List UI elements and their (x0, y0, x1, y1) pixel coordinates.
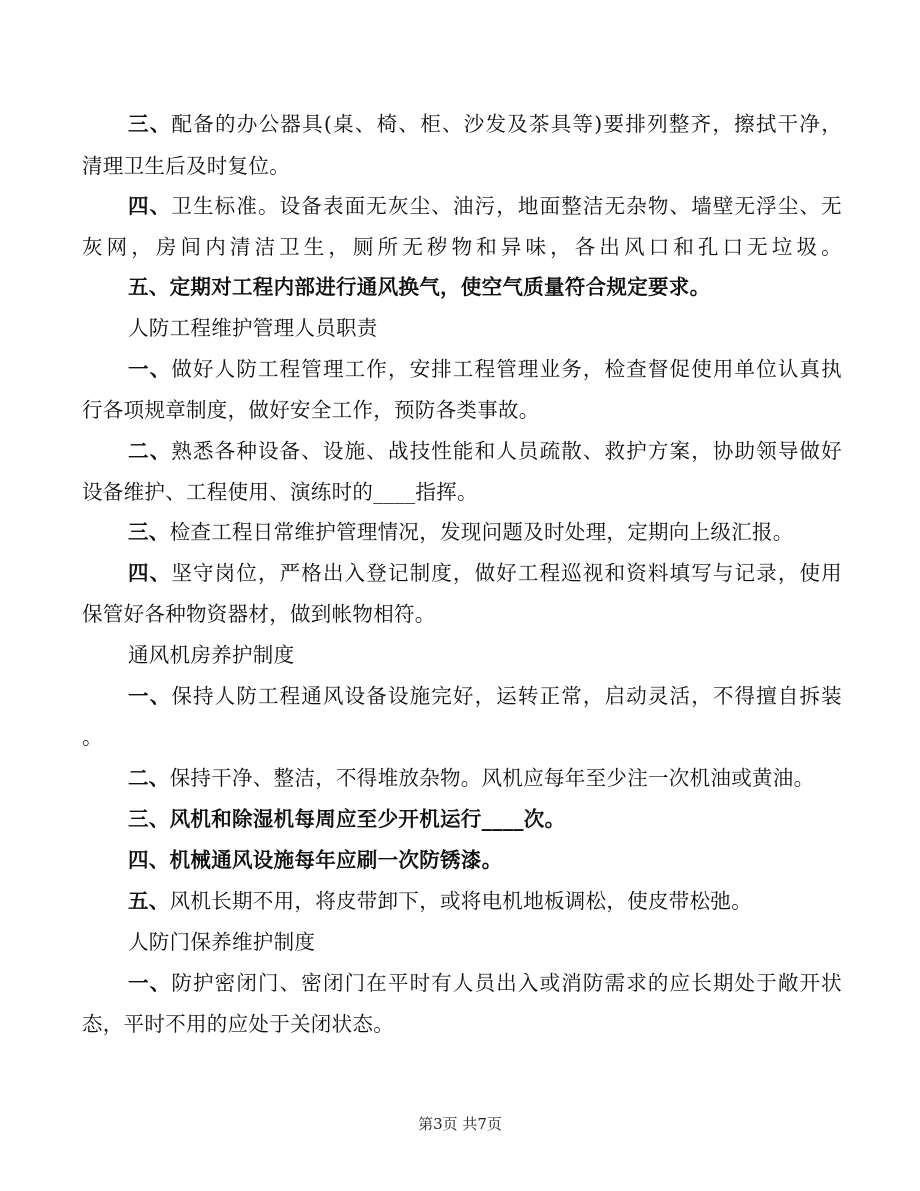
paragraph-text: 坚守岗位，严格出入登记制度，做好工程巡视和资料填写与记录，使用 (171, 561, 842, 585)
item-number: 一、 (128, 684, 172, 708)
paragraph-anti-rust-paint: 四、机械通风设施每年应刷一次防锈漆。 (128, 848, 503, 872)
paragraph-stay-at-post-line2: 保管好各种物资器材，做到帐物相符。 (82, 602, 436, 626)
paragraph-hygiene-standard-line1 (128, 192, 842, 220)
paragraph-door-state-line2: 态，平时不用的应处于关闭状态。 (82, 1012, 394, 1036)
item-number: 二、 (128, 439, 172, 463)
section-heading-fan-room: 通风机房养护制度 (128, 643, 295, 667)
paragraph-keep-equipment-line2: 。 (82, 725, 103, 749)
paragraph-stay-at-post-line1 (128, 559, 842, 587)
paragraph-text: 熟悉各种设备、设施、战技性能和人员疏散、救护方案，协助领导做好 (171, 439, 842, 463)
item-number: 三、 (128, 112, 172, 136)
paragraph-unused-fan (128, 887, 842, 915)
paragraph-management-work-line1 (128, 355, 842, 383)
paragraph-familiarize-equipment-line1 (128, 437, 842, 465)
item-number: 二、 (128, 766, 170, 790)
paragraph-door-state-line1 (128, 969, 842, 997)
paragraph-familiarize-equipment-line2: 设备维护、工程使用、演练时的____指挥。 (82, 480, 478, 504)
paragraph-weekly-run: 三、风机和除湿机每周应至少开机运行____次。 (128, 807, 566, 831)
paragraph-keep-equipment-line1 (128, 682, 842, 710)
page-number-footer: 第3页 共7页 (418, 1115, 502, 1133)
item-number: 一、 (128, 357, 172, 381)
paragraph-text: 检查工程日常维护管理情况，发现问题及时处理，定期向上级汇报。 (169, 520, 794, 544)
paragraph-text: 保持人防工程通风设备设施完好，运转正常，启动灵活，不得擅自拆装 (171, 684, 842, 708)
item-number: 三、 (128, 520, 170, 544)
section-heading-staff-duties: 人防工程维护管理人员职责 (128, 316, 378, 340)
paragraph-text: 配备的办公器具(桌、椅、柜、沙发及茶具等)要排列整齐，擦拭干净， (171, 112, 842, 136)
paragraph-text: 做好人防工程管理工作，安排工程管理业务，检查督促使用单位认真执 (171, 357, 842, 381)
item-number: 四、 (128, 194, 172, 218)
paragraph-office-furniture-line2: 清理卫生后及时复位。 (82, 154, 290, 178)
paragraph-text: 卫生标准。设备表面无灰尘、油污，地面整洁无杂物、墙壁无浮尘、无 (171, 194, 842, 218)
item-number: 四、 (128, 561, 172, 585)
paragraph-hygiene-standard-line2: 灰网，房间内清洁卫生，厕所无秽物和异味，各出风口和孔口无垃圾。 (82, 235, 842, 259)
paragraph-text: 风机长期不用，将皮带卸下，或将电机地板调松，使皮带松弛。 (169, 889, 753, 913)
paragraph-office-furniture-line1 (128, 110, 842, 138)
item-number: 五、 (128, 889, 170, 913)
section-heading-protective-door: 人防门保养维护制度 (128, 930, 316, 954)
paragraph-keep-clean (128, 764, 842, 792)
paragraph-text: 防护密闭门、密闭门在平时有人员出入或消防需求的应长期处于敞开状 (171, 971, 842, 995)
paragraph-management-work-line2: 行各项规章制度，做好安全工作，预防各类事故。 (82, 398, 540, 422)
paragraph-ventilation: 五、定期对工程内部进行通风换气，使空气质量符合规定要求。 (128, 275, 711, 299)
item-number: 一、 (128, 971, 172, 995)
paragraph-text: 保持干净、整洁，不得堆放杂物。风机应每年至少注一次机油或黄油。 (169, 766, 815, 790)
paragraph-inspect-maintenance (128, 518, 842, 546)
